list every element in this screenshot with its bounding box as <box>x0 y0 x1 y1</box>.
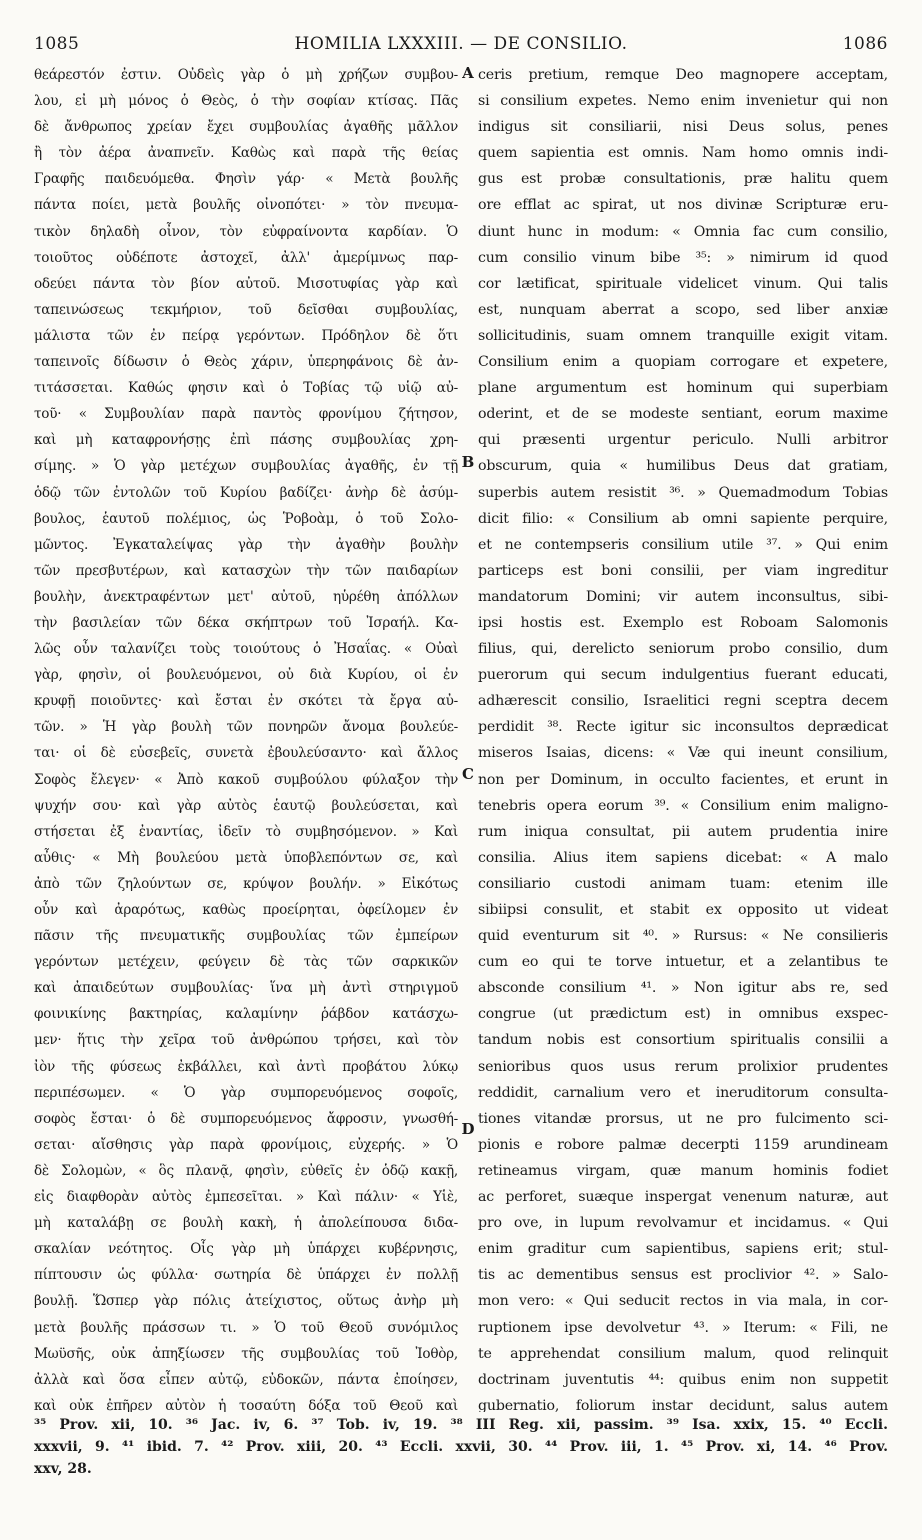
latin-text-line: perdidit ³⁸. Recte igitur sic inconsultos deprædicat <box>478 719 888 736</box>
greek-text-line: σκαλίαν νεότητος. Οἷς γὰρ μὴ ὑπάρχει κυβέρνησις, <box>34 1241 458 1258</box>
latin-text-line: retineamus virgam, quæ manum hominis fodiet <box>478 1162 888 1179</box>
margin-letter-a: A <box>462 64 474 82</box>
greek-text-line: ταπεινώσεως τεκμήριον, τοῦ δεῖσθαι συμβουλίας, <box>34 301 458 318</box>
latin-text-line: et ne contempseris consilium utile ³⁷. » Qui enim <box>478 536 888 553</box>
greek-text-line: κρυφῇ ποιοῦντες· καὶ ἔσται ἐν σκότει τὰ ἔργα αὐ- <box>34 693 458 710</box>
latin-text-line: qui præsenti urgentur periculo. Nulli arbitror <box>478 432 888 449</box>
latin-text-line: diunt hunc in modum: « Omnia fac cum consilio, <box>478 223 888 240</box>
latin-text-line: doctrinam juventutis ⁴⁴: quibus enim non suppetit <box>478 1371 888 1388</box>
greek-text-line: λῶς οὖν ταλανίζει τοὺς τοιούτους ὁ Ἠσαΐας. « Οὐαὶ <box>34 641 458 658</box>
latin-column <box>478 62 888 1412</box>
margin-letter-c: C <box>462 765 474 783</box>
latin-text-line: tenebris opera eorum ³⁹. « Consilium enim maligno- <box>478 797 888 814</box>
greek-text-line: ἀπὸ τῶν ζηλούντων σε, κρύψον βουλήν. » Εἰκότως <box>34 875 458 892</box>
latin-text-line: particeps est boni consilii, per viam ingreditur <box>478 562 888 579</box>
greek-text-line: τῶν. » Ἡ γὰρ βουλὴ τῶν πονηρῶν ἄνομα βουλεύε- <box>34 719 458 736</box>
footnote-line: xxxvii, 9. ⁴¹ ibid. 7. ⁴² Prov. xiii, 20. ⁴³ Eccli. xxvii, 30. ⁴⁴ Prov. iii, 1. ⁴⁵ Prov. xi, 14. ⁴⁶ Prov. <box>34 1439 888 1455</box>
footnotes <box>34 1414 888 1480</box>
greek-text-line: τιτάσσεται. Καθώς φησιν καὶ ὁ Τοβίας τῷ υἱῷ αὐ- <box>34 380 458 397</box>
greek-text-line: μετὰ βουλῆς πράσσων τι. » Ὁ τοῦ Θεοῦ συνόμιλος <box>34 1319 458 1336</box>
latin-text-line: consilia. Alius item sapiens dicebat: « A malo <box>478 849 888 866</box>
greek-text-line: μὴ καταλάβῃ σε βουλὴ κακὴ, ἡ ἀπολείπουσα διδα- <box>34 1215 458 1232</box>
greek-text-line: εἰς διαφθορὰν αὐτὸς ἐμπεσεῖται. » Καὶ πάλιν· « Υἱὲ, <box>34 1189 458 1206</box>
greek-text-line: τικὸν δηλαδὴ οἶνον, τὸν εὐφραίνοντα καρδίαν. Ὁ <box>34 223 458 240</box>
latin-text-line: rum iniqua consultat, pii autem prudentia inire <box>478 823 888 840</box>
greek-text-line: καὶ οὐκ ἐπῆρεν αὐτὸν ἡ τοσαύτη δόξα τοῦ Θεοῦ καὶ <box>34 1397 458 1412</box>
greek-text-line: βουλος, ἑαυτοῦ πολέμιος, ὡς Ῥοβοὰμ, ὁ τοῦ Σολο- <box>34 510 458 527</box>
greek-text-line: λου, εἰ μὴ μόνος ὁ Θεὸς, ὁ τὴν σοφίαν κτίσας. Πᾶς <box>34 93 458 110</box>
latin-text-line: ac perforet, suæque inspergat venenum naturæ, aut <box>478 1189 888 1206</box>
latin-text-line: oderint, et de se modeste sentiant, eorum maxime <box>478 406 888 423</box>
greek-text-line: πάντα ποίει, μετὰ βουλῆς οἰνοπότει· » τὸν πνευμα- <box>34 197 458 214</box>
latin-text-line: enim graditur cum sapientibus, sapiens erit; stul- <box>478 1241 888 1258</box>
latin-text-line: ipsi hostis est. Exemplo est Roboam Salomonis <box>478 614 888 631</box>
margin-letter-b: B <box>461 453 475 471</box>
latin-text-line: non per Dominum, in occulto facientes, et erunt in <box>478 771 888 788</box>
greek-column <box>34 62 458 1412</box>
greek-text-line: αὖθις· « Μὴ βουλεύου μετὰ ὑποβλεπόντων σε, καὶ <box>34 849 458 866</box>
greek-text-line: Μωϋσῆς, οὐκ ἀπηξίωσεν τῆς συμβουλίας τοῦ Ἰοθὸρ, <box>34 1345 458 1362</box>
greek-text-line: ται· οἱ δὲ εὐσεβεῖς, συνετὰ ἐβουλεύσαντο· καὶ ἄλλος <box>34 745 458 762</box>
greek-text-line: οὖν καὶ ἀραρότως, καθὼς προείρηται, ὀφείλομεν ἐν <box>34 902 458 918</box>
greek-text-line: ἰὸν τῆς φύσεως ἐκβάλλει, καὶ ἀντὶ προβάτου λύκῳ <box>34 1058 458 1075</box>
greek-text-line: βουλὴν, ἀνεκτραφέντων μετ' αὐτοῦ, ηὑρέθη ἀπόλλων <box>34 588 458 605</box>
greek-text-line: θεάρεστόν ἐστιν. Οὐδεὶς γὰρ ὁ μὴ χρήζων συμβου- <box>34 67 458 83</box>
greek-text-line: περιπέσωμεν. « Ὁ γὰρ συμπορευόμενος σοφοῖς, <box>34 1084 458 1101</box>
greek-text-line: σίμης. » Ὁ γὰρ μετέχων συμβουλίας ἀγαθῆς, ἐν τῇ <box>34 458 458 475</box>
latin-text-line: cor lætificat, spirituale videlicet vinum. Qui talis <box>478 275 888 292</box>
latin-text-line: cum consilio vinum bibe ³⁵: » nimirum id quod <box>478 249 888 266</box>
greek-text-line: ταπεινοῖς δίδωσιν ὁ Θεὸς χάριν, ὑπερηφάνοις δὲ ἀν- <box>34 354 458 371</box>
page-number-left: 1085 <box>34 34 80 54</box>
latin-text-line: reddidit, carnalium vero et ineruditorum consulta- <box>478 1084 888 1101</box>
footnote-line: ³⁵ Prov. xii, 10. ³⁶ Jac. iv, 6. ³⁷ Tob. iv, 19. ³⁸ III Reg. xii, passim. ³⁹ Isa. xxix, 15. ⁴⁰ Eccli. <box>34 1417 888 1433</box>
latin-text-line: cum eo qui te torve intuetur, et a zelantibus te <box>478 954 888 971</box>
greek-text-line: σοφὸς ἔσται· ὁ δὲ συμπορευόμενος ἄφροσιν, γνωσθή- <box>34 1110 458 1127</box>
latin-text-line: adhærescit consilio, Israelitici regni sceptra decem <box>478 693 888 710</box>
latin-text-line: filius, qui, derelicto seniorum probo consilio, dum <box>478 641 888 658</box>
latin-text-line: ceris pretium, remque Deo magnopere acceptam, <box>478 67 888 83</box>
greek-text-line: ἀλλὰ καὶ ὅσα εἶπεν αὐτῷ, εὐδοκῶν, πάντα ἐποίησεν, <box>34 1371 458 1388</box>
footnote-line: xxv, 28. <box>34 1461 92 1477</box>
latin-text-line: superbis autem resistit ³⁶. » Quemadmodum Tobias <box>478 484 888 501</box>
greek-text-line: ὁδῷ τῶν ἐντολῶν τοῦ Κυρίου βαδίζει· ἀνὴρ δὲ ἀσύμ- <box>34 484 458 501</box>
latin-text-line: te apprehendat consilium malum, quod relinquit <box>478 1345 888 1362</box>
latin-text-line: sibiipsi consulit, et stabit ex opposito ut videat <box>478 902 888 918</box>
greek-text-line: καὶ ἀπαιδεύτων συμβουλίας· ἵνα μὴ ἀντὶ στηριγμοῦ <box>34 980 458 997</box>
greek-text-line: καὶ μὴ καταφρονήσῃς ἐπὶ πάσης συμβουλίας χρη- <box>34 432 458 449</box>
latin-text-line: quem sapientia est omnis. Nam homo omnis indi- <box>478 145 888 162</box>
greek-text-line: στήσεται ἐξ ἐναντίας, ἰδεῖν τὸ συμβησόμενον. » Καὶ <box>34 823 458 840</box>
latin-text-line: consiliario custodi animam tuam: etenim ille <box>478 875 888 892</box>
latin-text-line: puerorum qui secum indulgentius fuerant educati, <box>478 667 888 684</box>
latin-text-line: plane argumentum est hominum qui superbiam <box>478 380 888 397</box>
greek-text-line: δὲ ἄνθρωπος χρείαν ἔχει συμβουλίας ἀγαθῆς μᾶλλον <box>34 119 458 136</box>
greek-text-line: ψυχήν σου· καὶ γὰρ αὐτὸς ἑαυτῷ βουλεύσεται, καὶ <box>34 797 458 814</box>
greek-text-line: δὲ Σολομὼν, « ὃς πλανᾷ, φησὶν, εὐθεῖς ἐν ὁδῷ κακῇ, <box>34 1162 458 1179</box>
latin-text-line: gus est probæ consultationis, præ halitu quem <box>478 171 888 188</box>
greek-text-line: φοινικίνης βακτηρίας, καλαμίνην ῥάβδον κατάσχω- <box>34 1006 458 1023</box>
latin-text-line: dicit filio: « Consilium ab omni sapiente perquire, <box>478 510 888 527</box>
latin-text-line: congrue (ut prædictum est) in omnibus exspec- <box>478 1006 888 1023</box>
latin-text-line: pionis e robore palmæ decerpti 1159 arundineam <box>478 1136 888 1153</box>
latin-text-line: pro ove, in lupum revolvamur et incidamus. « Qui <box>478 1215 888 1232</box>
greek-text-line: γὰρ, φησὶν, οἱ βουλευόμενοι, οὐ διὰ Κυρίου, οἱ ἐν <box>34 667 458 684</box>
latin-text-line: gubernatio, foliorum instar decidunt, salus autem <box>478 1397 888 1412</box>
greek-text-line: βουλῇ. Ὥσπερ γὰρ πόλις ἀτείχιστος, οὕτως ἀνὴρ μὴ <box>34 1293 458 1310</box>
latin-text-line: absconde consilium ⁴¹. » Non igitur abs re, sed <box>478 980 888 997</box>
greek-text-line: πίπτουσιν ὡς φύλλα· σωτηρία δὲ ὑπάρχει ἐν πολλῇ <box>34 1267 458 1284</box>
greek-text-line: οδεύει πάντα τὸν βίον αὐτοῦ. Μισοτυφίας γὰρ καὶ <box>34 275 458 292</box>
greek-text-line: τῶν πρεσβυτέρων, καὶ κατασχὼν τὴν τῶν παιδαρίων <box>34 562 458 579</box>
latin-text-line: ruptionem ipse devolvetur ⁴³. » Iterum: « Fili, ne <box>478 1319 888 1336</box>
latin-text-line: si consilium expetes. Nemo enim invenietur qui non <box>478 93 888 110</box>
latin-text-line: ore efflat ac spirat, ut nos divinæ Scripturæ eru- <box>478 197 888 214</box>
latin-text-line: senioribus quos usus rerum prolixior prudentes <box>478 1058 888 1075</box>
greek-text-line: τὴν βασιλείαν τῶν δέκα σκήπτρων τοῦ Ἰσραήλ. Κα- <box>34 614 458 631</box>
greek-text-line: γερόντων μετέχειν, φεύγειν δὲ τὰς τῶν σαρκικῶν <box>34 954 458 971</box>
greek-text-line: σεται· αἴσθησις γὰρ παρὰ φρονίμοις, εὐχερής. » Ὁ <box>34 1136 458 1153</box>
greek-text-line: πᾶσιν τῆς πνευματικῆς συμβουλίας τῶν ἐμπείρων <box>34 928 458 945</box>
latin-text-line: est, nunquam aberrat a scopo, sed liber anxiæ <box>478 301 888 318</box>
latin-text-line: obscurum, quia « humilibus Deus dat gratiam, <box>478 458 888 475</box>
greek-text-line: Σοφὸς ἔλεγεν· « Ἀπὸ κακοῦ συμβούλου φύλαξον τὴν <box>34 771 458 788</box>
margin-letter-d: D <box>461 1120 475 1138</box>
latin-text-line: Consilium enim a quopiam corrogare et expetere, <box>478 354 888 371</box>
page-header <box>34 34 888 60</box>
latin-text-line: indigus sit consiliarii, nisi Deus solus, penes <box>478 119 888 136</box>
running-title: HOMILIA LXXXIII. — DE CONSILIO. <box>294 34 628 54</box>
greek-text-line: τοιοῦτος οὐδέποτε ἀστοχεῖ, ἀλλ' ἀμερίμνως παρ- <box>34 249 458 266</box>
greek-text-line: μάλιστα τῶν ἐν πείρᾳ γερόντων. Πρόδηλον δὲ ὅτι <box>34 327 458 344</box>
latin-text-line: sollicitudinis, suam omnem tranquille exigit vitam. <box>478 327 888 344</box>
greek-text-line: μῶντος. Ἐγκαταλείψας γὰρ τὴν ἀγαθὴν βουλὴν <box>34 536 458 553</box>
greek-text-line: ἢ τὸν ἀέρα ἀναπνεῖν. Καθὼς καὶ παρὰ τῆς θείας <box>34 145 458 162</box>
latin-text-line: tiones vitandæ prorsus, ut ne pro fulcimento sci- <box>478 1110 888 1127</box>
latin-text-line: quid eventurum sit ⁴⁰. » Rursus: « Ne consilieris <box>478 928 888 945</box>
greek-text-line: μεν· ἥτις τὴν χεῖρα τοῦ ἀνθρώπου τρήσει, καὶ τὸν <box>34 1032 458 1049</box>
latin-text-line: tandum nobis est consortium spiritualis consilii a <box>478 1032 888 1049</box>
greek-text-line: Γραφῆς παιδευόμεθα. Φησὶν γάρ· « Μετὰ βουλῆς <box>34 171 458 188</box>
latin-text-line: mon vero: « Qui seducit rectos in via mala, in cor- <box>478 1293 888 1310</box>
latin-text-line: tis ac dementibus sensus est proclivior ⁴². » Salo- <box>478 1267 888 1284</box>
page-number-right: 1086 <box>842 34 888 54</box>
latin-text-line: miseros Isaias, dicens: « Væ qui ineunt consilium, <box>478 745 888 762</box>
latin-text-line: mandatorum Domini; vir autem inconsultus, sibi- <box>478 588 888 605</box>
greek-text-line: τοῦ· « Συμβουλίαν παρὰ παντὸς φρονίμου ζήτησον, <box>34 406 458 423</box>
